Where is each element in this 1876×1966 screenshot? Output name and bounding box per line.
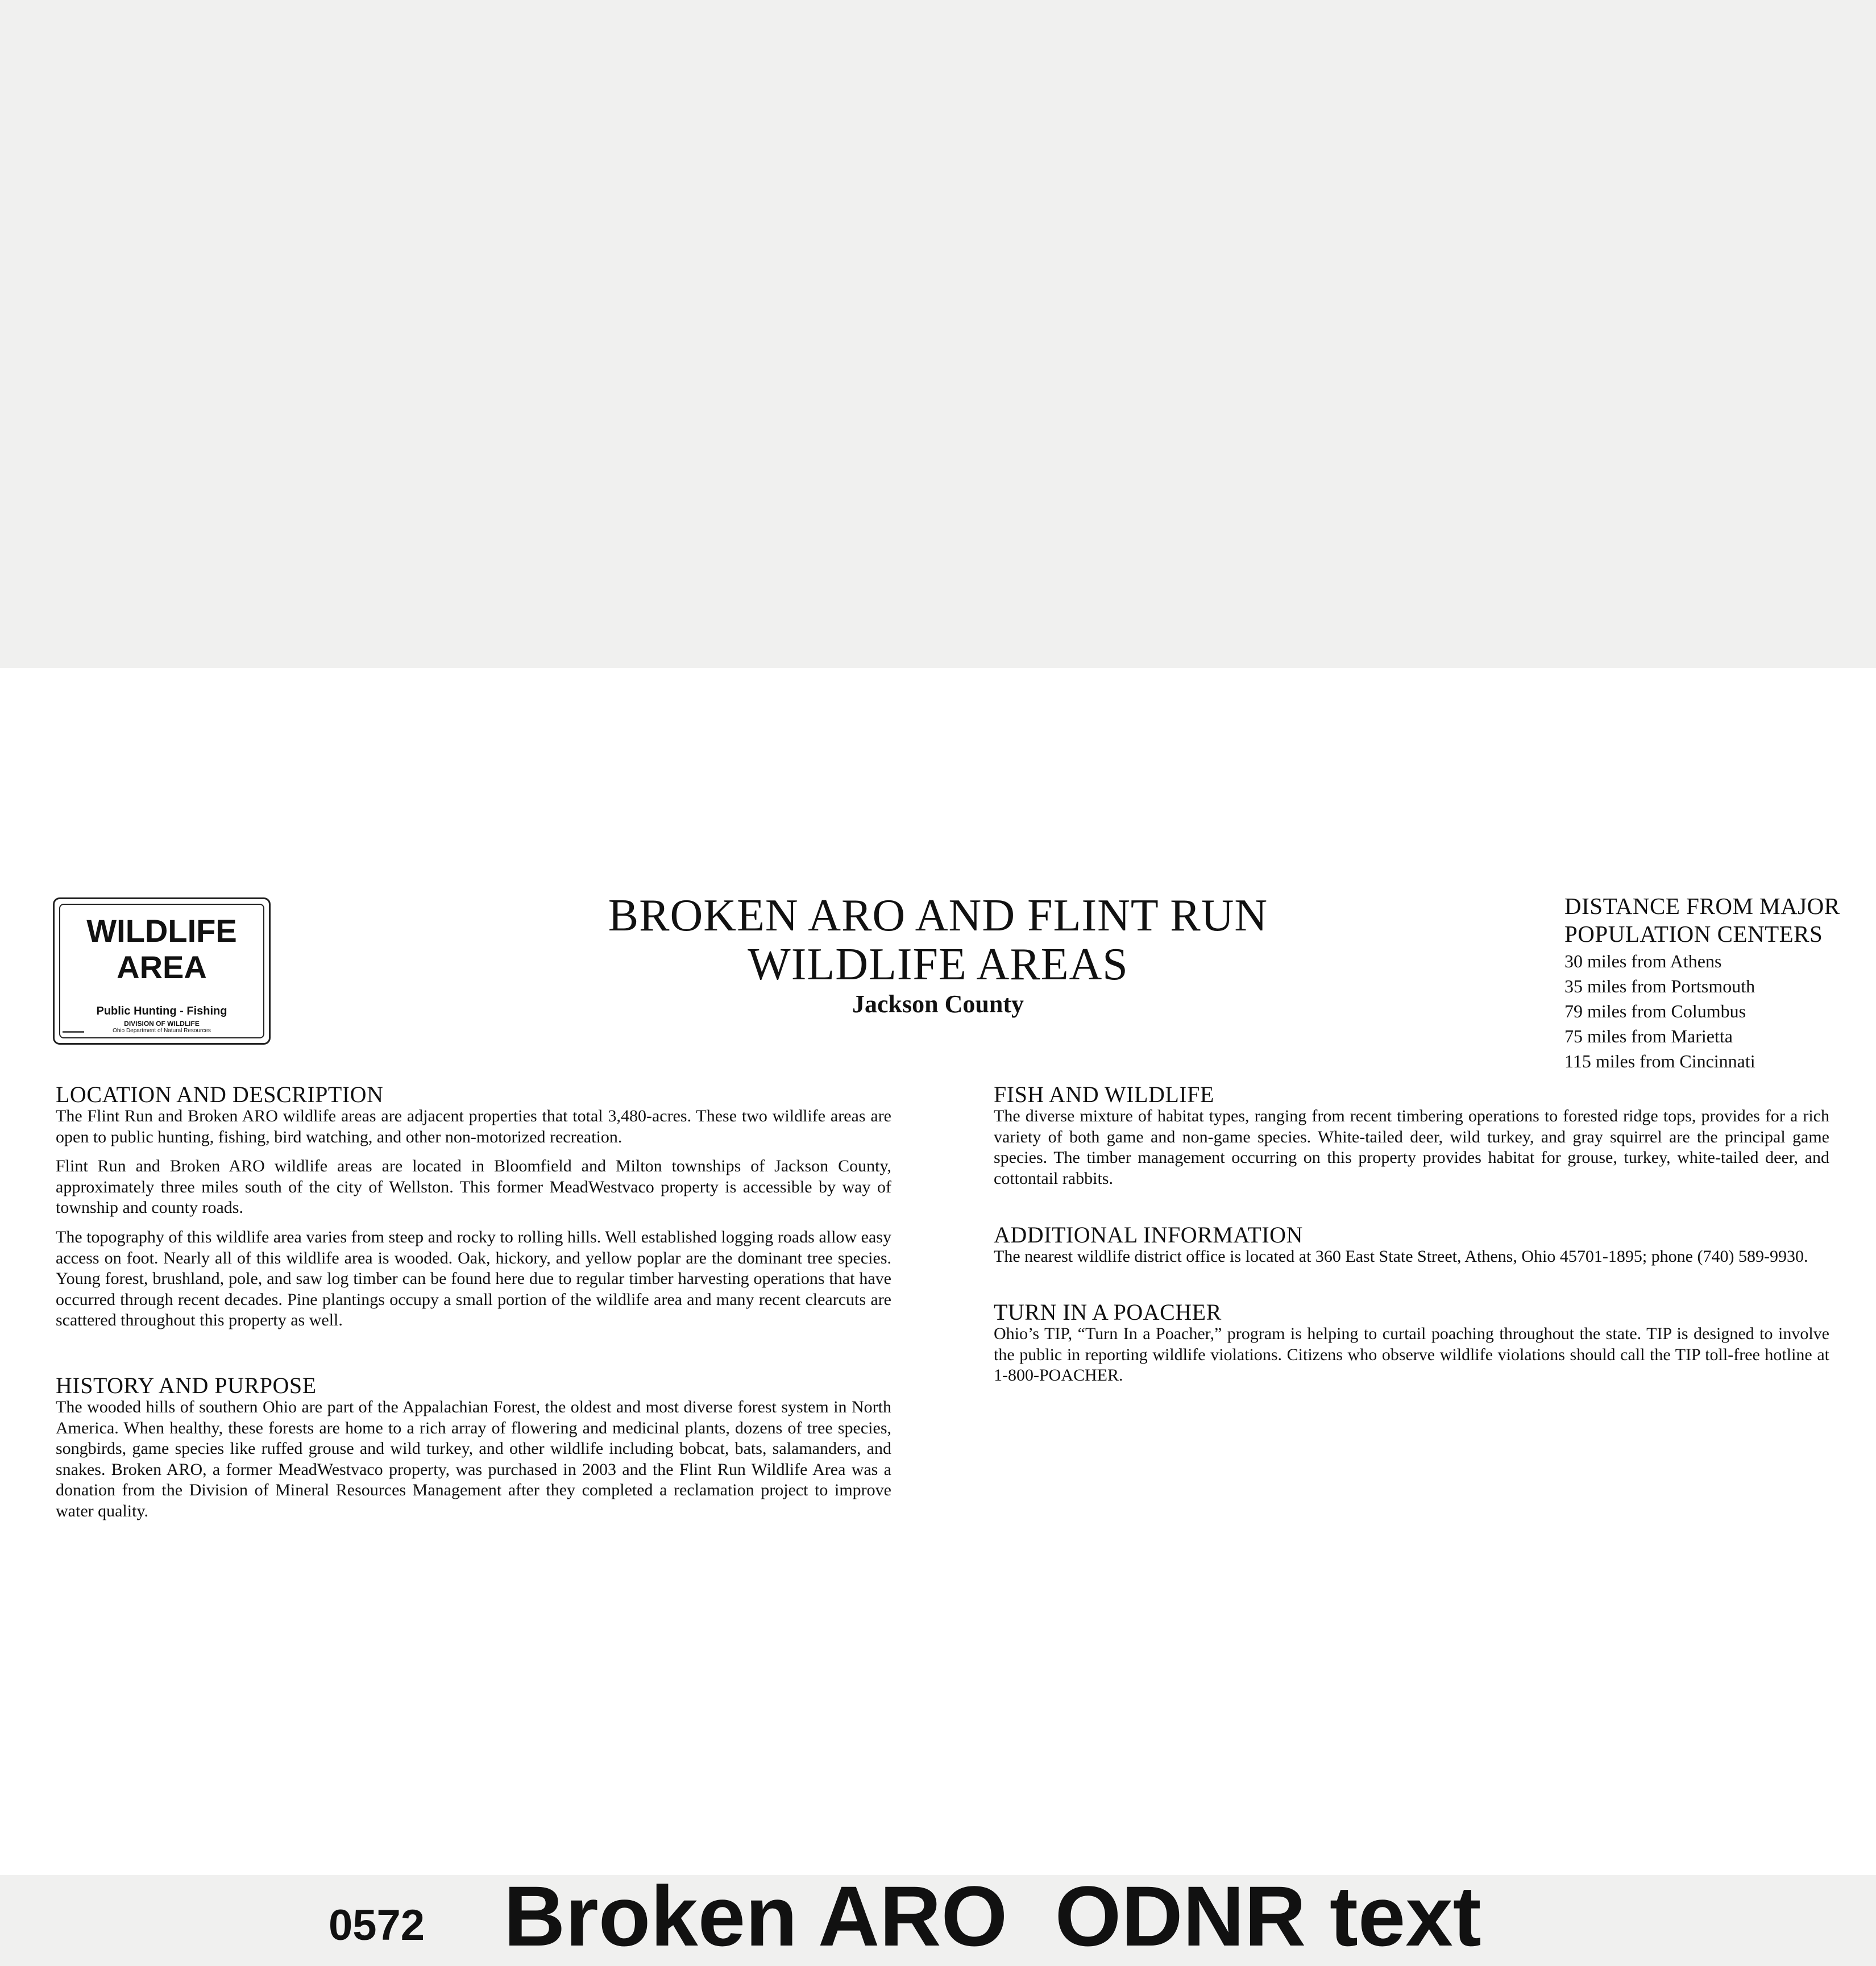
page-title-line1: BROKEN ARO AND FLINT RUN xyxy=(608,891,1268,941)
fish-wildlife-paragraph: The diverse mixture of habitat types, ranging from recent timbering operations to forested ridge tops, provides for a rich variety of both game and non-game species. White-tailed deer, wild turkey, and gray squirrel are the principal game species. The timber management occurring on this property provides habitat for grouse, turkey, white-tailed deer, and cottontail rabbits. xyxy=(994,1107,1829,1188)
sign-subtitle: Public Hunting - Fishing xyxy=(96,1005,227,1017)
sign-fineprint-mark xyxy=(63,1031,84,1033)
history-paragraph: The wooded hills of southern Ohio are part of the Appalachian Forest, the oldest and most diverse forest system in North America. When healthy, these forests are home to a rich array of flowering and medicinal plants, dozens of tree species, songbirds, game species like ruffed grouse and wild turkey, and other wildlife including bobcat, bats, salamanders, and snakes. Broken ARO, a former MeadWestvaco property, was purchased in 2003 and the Flint Run Wildlife Area was a donation from the Division of Mineral Resources Management after they completed a reclamation project to improve water quality. xyxy=(56,1398,891,1520)
location-paragraph-1: The Flint Run and Broken ARO wildlife areas are adjacent properties that total 3,480-acres. These two wildlife areas are open to public hunting, fishing, bird watching, and other non-motorized recreation. xyxy=(56,1107,891,1146)
distance-item: 35 miles from Portsmouth xyxy=(1564,976,1755,996)
fish-wildlife-heading: FISH AND WILDLIFE xyxy=(994,1082,1214,1107)
distance-heading-line2: POPULATION CENTERS xyxy=(1564,921,1823,947)
sign-department: Ohio Department of Natural Resources xyxy=(113,1028,211,1034)
wildlife-area-sign xyxy=(53,897,271,1045)
distance-item: 79 miles from Columbus xyxy=(1564,1001,1746,1021)
poacher-paragraph: Ohio’s TIP, “Turn In a Poacher,” program is helping to curtail poaching throughout the state. TIP is designed to involve the public in reporting wildlife violations. Citizens who observe wildlife violations should call the TIP toll-free hotline at 1-800-POACHER. xyxy=(994,1324,1829,1385)
poacher-heading: TURN IN A POACHER xyxy=(994,1299,1222,1325)
history-heading: HISTORY AND PURPOSE xyxy=(56,1373,317,1398)
page-title-line2: WILDLIFE AREAS xyxy=(748,940,1128,990)
location-paragraph-2: Flint Run and Broken ARO wildlife areas are located in Bloomfield and Milton townships of Jackson County, approximately three miles south of the city of Wellston. This former MeadWestvaco property is accessible by way of township and county roads. xyxy=(56,1157,891,1217)
sign-title-line2: AREA xyxy=(117,949,207,985)
file-title: Broken ARO ODNR text xyxy=(504,1868,1481,1964)
distance-item: 30 miles from Athens xyxy=(1564,951,1722,971)
distance-heading-line1: DISTANCE FROM MAJOR xyxy=(1564,893,1840,919)
sign-division: DIVISION OF WILDLIFE xyxy=(124,1020,200,1028)
additional-info-paragraph: The nearest wildlife district office is located at 360 East State Street, Athens, Ohio 45701-1895; phone (740) 589-9930. xyxy=(994,1247,1808,1266)
distance-item: 75 miles from Marietta xyxy=(1564,1026,1733,1046)
location-heading: LOCATION AND DESCRIPTION xyxy=(56,1082,384,1107)
file-code: 0572 xyxy=(329,1901,425,1950)
location-paragraph-3: The topography of this wildlife area varies from steep and rocky to rolling hills. Well established logging roads allow easy access on foot. Nearly all of this wildlife area is wooded. Oak, hickory, and yellow poplar are the dominant tree species. Young forest, brushland, pole, and saw log timber can be found here due to regular timber harvesting operations that have occurred through recent decades. Pine plantings occupy a small portion of the wildlife area and many recent clearcuts are scattered throughout this property as well. xyxy=(56,1228,891,1329)
county-subtitle: Jackson County xyxy=(852,990,1024,1018)
sign-title-line1: WILDLIFE xyxy=(86,913,237,949)
top-blank-band xyxy=(0,0,1876,668)
additional-info-heading: ADDITIONAL INFORMATION xyxy=(994,1222,1303,1248)
distance-item: 115 miles from Cincinnati xyxy=(1564,1051,1755,1071)
